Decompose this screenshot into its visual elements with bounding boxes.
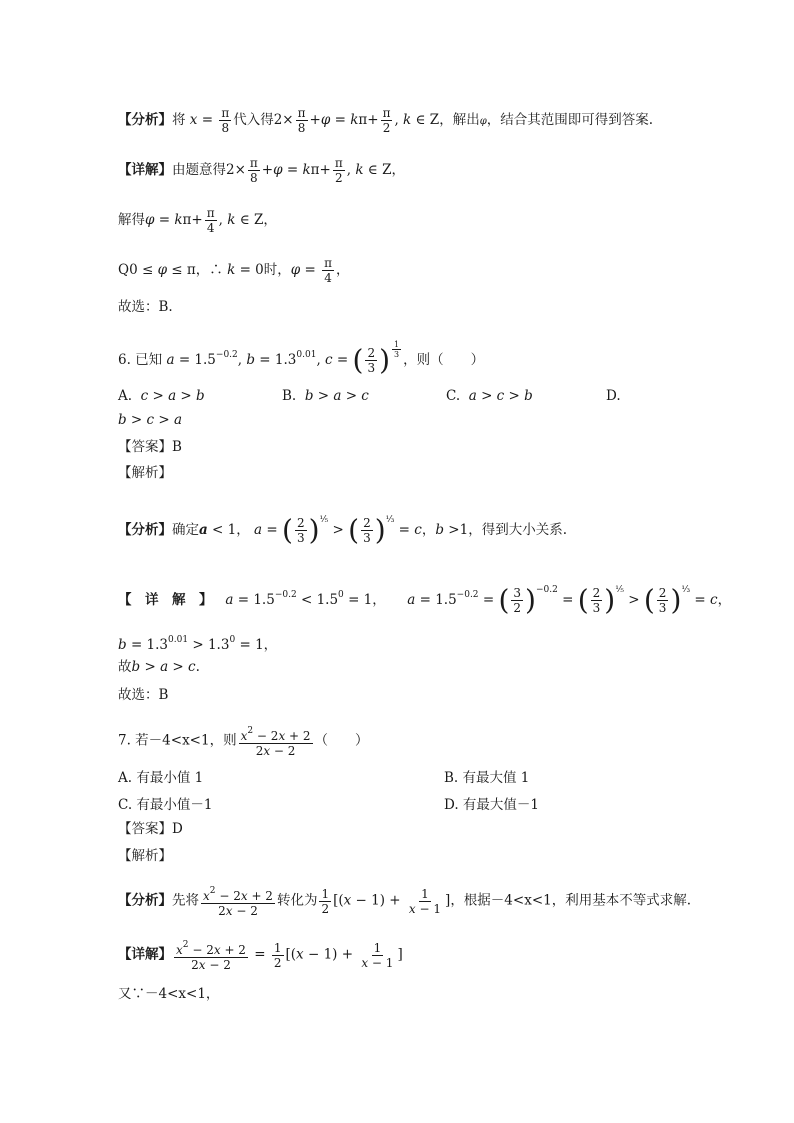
answer-6: 【答案】B <box>118 439 182 455</box>
range-line: Q0 ≤ φ ≤ π，∴ k = 0时，φ = $\frac{\pi}{4}$ ， <box>118 256 350 285</box>
detail-7-b: 又∵－4<x<1， <box>118 986 220 1002</box>
explanation-6-heading: 【解析】 <box>118 465 172 481</box>
option-7c[interactable]: C. 有最小值－1 <box>118 797 213 813</box>
explanation-7-heading: 【解析】 <box>118 848 172 864</box>
detail-6-c: 故b > a > c. <box>118 659 200 675</box>
option-6d[interactable]: D. <box>606 388 621 404</box>
analysis-line-5: 【分析】将 x = $\frac{\pi}{8}$ 代入得2× $\frac{\pi}{8}$ +φ = kπ+ $\frac{\pi}{2}$ , k ∈ Z，解出φ，结合其范围即可得到答案. <box>118 106 654 135</box>
question-6: 6. 已知 $a = 1.5^{-0.2}$, $b = 1.3^{0.01}$, c = ( $\frac{2}{3}$ ) $^{\frac{1}{3}}$ ，则（ ） <box>118 340 485 377</box>
solve-line: 解得φ = kπ+ $\frac{\pi}{4}$ , k ∈ Z， <box>118 206 277 235</box>
detail-6-b: $b = 1.3^{0.01} > 1.3^0 = 1$， <box>118 635 278 653</box>
detail-7: 【详解】 $\frac{x^2 - 2x + 2}{2x - 2}$ = $\frac{1}{2}$ [(x − 1) + $\frac{1}{x - 1}$ ] <box>118 940 403 972</box>
detail-line-5: 【详解】由题意得2× $\frac{\pi}{8}$ +φ = kπ+ $\frac{\pi}{2}$ , k ∈ Z， <box>118 156 405 185</box>
option-6b[interactable]: B. b > a > c <box>282 388 369 404</box>
option-7d[interactable]: D. 有最大值－1 <box>444 797 540 813</box>
option-6d-value: b > c > a <box>118 412 183 428</box>
option-7a[interactable]: A. 有最小值 1 <box>118 770 204 786</box>
option-7b[interactable]: B. 有最大值 1 <box>444 770 530 786</box>
option-6a[interactable]: A. c > a > b <box>118 388 205 404</box>
detail-6: 【 详 解 】 $a = 1.5^{-0.2} < 1.5^0 = 1$， $a = 1.5^{-0.2}$ = ( $\frac{3}{2}$ )$^{-0.2}$ = ( $\frac{2}{3}$ )$^{^1⁄_5}$ > ( $\frac{2}{3}$ )$^{^1⁄_3}$ = c， <box>118 583 732 617</box>
choice-line-5: 故选：B. <box>118 299 173 315</box>
question-7: 7. 若－4<x<1，则 $\frac{x^2 - 2x + 2}{2x - 2}$ （ ） <box>118 726 369 758</box>
choice-line-6: 故选：B <box>118 687 169 703</box>
analysis-6: 【分析】确定a < 1， a = ( $\frac{2}{3}$ )$^{^1⁄_5}$ > ( $\frac{2}{3}$ )$^{^1⁄_3}$ = c，b >1，得到大小关系. <box>118 513 567 547</box>
analysis-7: 【分析】先将 $\frac{x^2 - 2x + 2}{2x - 2}$ 转化为 $\frac{1}{2}$ [(x − 1) + $\frac{1}{x - 1}$ ]，根据－4<x<1，利用基本不等式求解. <box>118 886 692 918</box>
option-6c[interactable]: C. a > c > b <box>446 388 533 404</box>
answer-7: 【答案】D <box>118 821 183 837</box>
